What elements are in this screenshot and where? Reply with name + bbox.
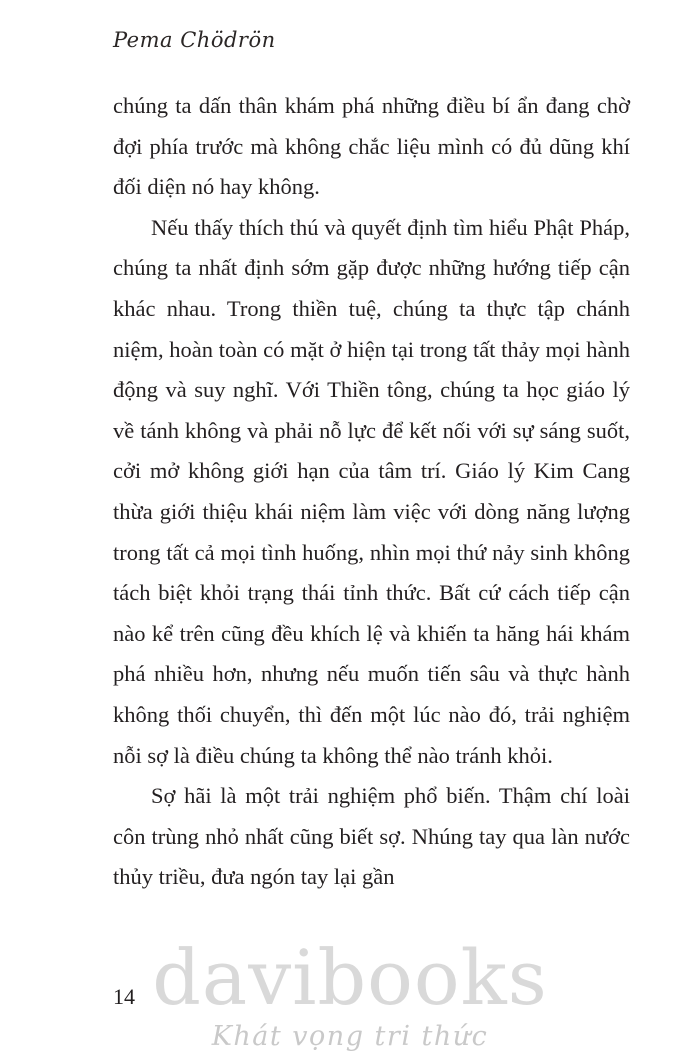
paragraph: Sợ hãi là một trải nghiệm phổ biến. Thậm chí loài côn trùng nhỏ nhất cũng biết sợ. Nhúng tay qua làn nước thủy triều, đưa ngón tay lại gần (113, 783, 630, 890)
watermark (0, 933, 700, 1052)
watermark-tagline: Khát vọng tri thức (211, 1021, 489, 1052)
body-text-block (113, 86, 630, 898)
running-head-author: Pema Chödrön (113, 28, 276, 52)
page-number: 14 (113, 984, 135, 1009)
paragraph: chúng ta dấn thân khám phá những điều bí ẩn đang chờ đợi phía trước mà không chắc liệu mình có đủ dũng khí đối diện nó hay không. (113, 93, 630, 200)
paragraph: Nếu thấy thích thú và quyết định tìm hiểu Phật Pháp, chúng ta nhất định sớm gặp được những hướng tiếp cận khác nhau. Trong thiền tuệ, chúng ta thực tập chánh niệm, hoàn toàn có mặt ở hiện tại trong tất thảy mọi hành động và suy nghĩ. Với Thiền tông, chúng ta học giáo lý về tánh không và phải nỗ lực để kết nối với sự sáng suốt, cởi mở không giới hạn của tâm trí. Giáo lý Kim Cang thừa giới thiệu khái niệm làm việc với dòng năng lượng trong tất cả mọi tình huống, nhìn mọi thứ nảy sinh không tách biệt khỏi trạng thái tỉnh thức. Bất cứ cách tiếp cận nào kể trên cũng đều khích lệ và khiến ta hăng hái khám phá nhiều hơn, nhưng nếu muốn tiến sâu và thực hành không thối chuyển, thì đến một lúc nào đó, trải nghiệm nỗi sợ là điều chúng ta không thể nào tránh khỏi. (113, 214, 630, 768)
watermark-brand: davibooks (152, 933, 548, 1022)
